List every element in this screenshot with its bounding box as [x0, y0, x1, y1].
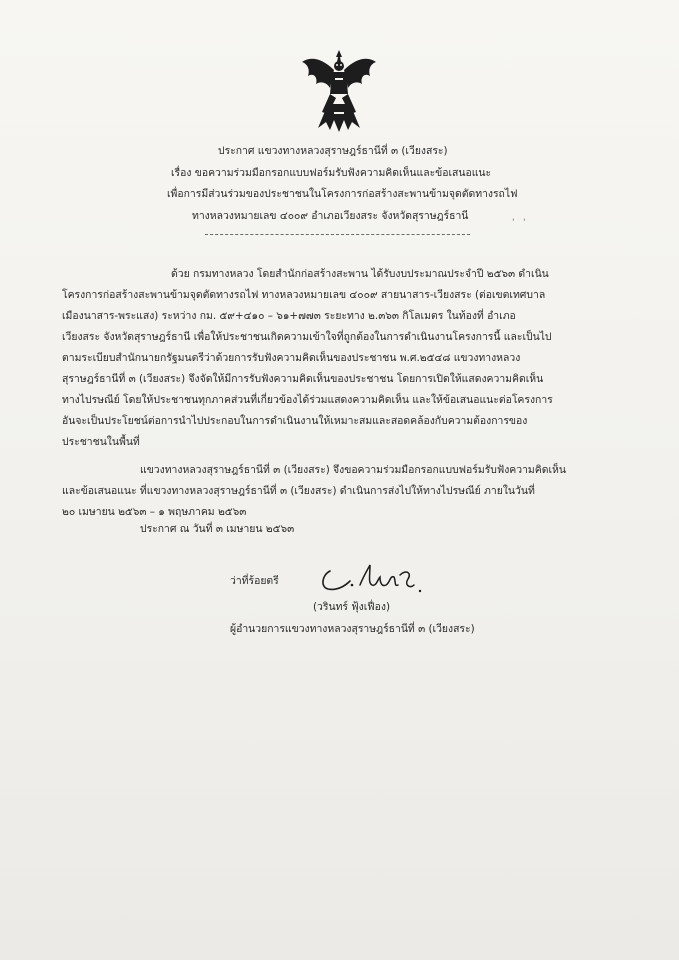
paragraph-line: ตามระเบียบสำนักนายกรัฐมนตรีว่าด้วยการรับฟังความคิดเห็นของประชาชน พ.ศ.๒๕๔๘ แขวงทางหลวง	[62, 352, 521, 364]
signer-name: (วรินทร์ ฟุ้งเฟื่อง)	[313, 601, 391, 613]
handwritten-signature	[316, 555, 426, 599]
signer-rank: ว่าที่ร้อยตรี	[230, 575, 279, 587]
stray-marks: ꞌ ꞌ	[512, 218, 526, 228]
subject-line-2: เพื่อการมีส่วนร่วมของประชาชนในโครงการก่อสร้างสะพานข้ามจุดตัดทางรถไฟ	[167, 188, 518, 200]
paragraph-line: ประชาชนในพื้นที่	[62, 436, 140, 448]
paragraph-line: ด้วย กรมทางหลวง โดยสำนักก่อสร้างสะพาน ได้รับงบประมาณประจำปี ๒๕๖๓ ดำเนิน	[171, 268, 549, 280]
paragraph-line: เมืองนาสาร-พระแสง) ระหว่าง กม. ๕๙+๔๑๐ – ๖๑+๗๗๓ ระยะทาง ๒.๓๖๓ กิโลเมตร ในท้องที่ อำเภอ	[62, 310, 516, 322]
subject-line: เรื่อง ขอความร่วมมือกรอกแบบฟอร์มรับฟังความคิดเห็นและข้อเสนอแนะ	[171, 167, 492, 179]
announce-date: ประกาศ ณ วันที่ ๓ เมษายน ๒๕๖๓	[140, 523, 295, 535]
announcement-title: ประกาศ แขวงทางหลวงสุราษฎร์ธานีที่ ๓ (เวียงสระ)	[218, 145, 448, 157]
paragraph-line: และข้อเสนอแนะ ที่แขวงทางหลวงสุราษฎร์ธานีที่ ๓ (เวียงสระ) ดำเนินการส่งไปให้ทางไปรษณีย์ ภายในวันที่	[62, 485, 535, 497]
subject-line-3: ทางหลวงหมายเลข ๔๐๐๙ อำเภอเวียงสระ จังหวัดสุราษฎร์ธานี	[192, 210, 469, 222]
paragraph-line: โครงการก่อสร้างสะพานข้ามจุดตัดทางรถไฟ ทางหลวงหมายเลข ๔๐๐๙ สายนาสาร-เวียงสระ (ต่อเขตเทศบาล	[62, 289, 546, 301]
paragraph-line: แขวงทางหลวงสุราษฎร์ธานีที่ ๓ (เวียงสระ) จึงขอความร่วมมือกรอกแบบฟอร์มรับฟังความคิดเห็น	[140, 464, 566, 476]
signer-position: ผู้อำนวยการแขวงทางหลวงสุราษฎร์ธานีที่ ๓ (เวียงสระ)	[230, 623, 475, 635]
paragraph-line: อันจะเป็นประโยชน์ต่อการนำไปประกอบในการดำเนินงานให้เหมาะสมและสอดคล้องกับความต้องการของ	[62, 415, 528, 427]
header-divider	[205, 234, 470, 235]
garuda-emblem-icon	[300, 48, 378, 132]
paragraph-line: สุราษฎร์ธานีที่ ๓ (เวียงสระ) จึงจัดให้มีการรับฟังความคิดเห็นของประชาชน โดยการเปิดให้แสดงความคิดเห็น	[62, 373, 544, 385]
paragraph-line: เวียงสระ จังหวัดสุราษฎร์ธานี เพื่อให้ประชาชนเกิดความเข้าใจที่ถูกต้องในการดำเนินงานโครงการนี้ และเป็นไป	[62, 331, 552, 343]
paragraph-line: ทางไปรษณีย์ โดยให้ประชาชนทุกภาคส่วนที่เกี่ยวข้องได้ร่วมแสดงความคิดเห็น และให้ข้อเสนอแนะต่อโครงการ	[62, 394, 553, 406]
paragraph-line: ๒๐ เมษายน ๒๕๖๓ – ๑ พฤษภาคม ๒๕๖๓	[62, 506, 247, 518]
